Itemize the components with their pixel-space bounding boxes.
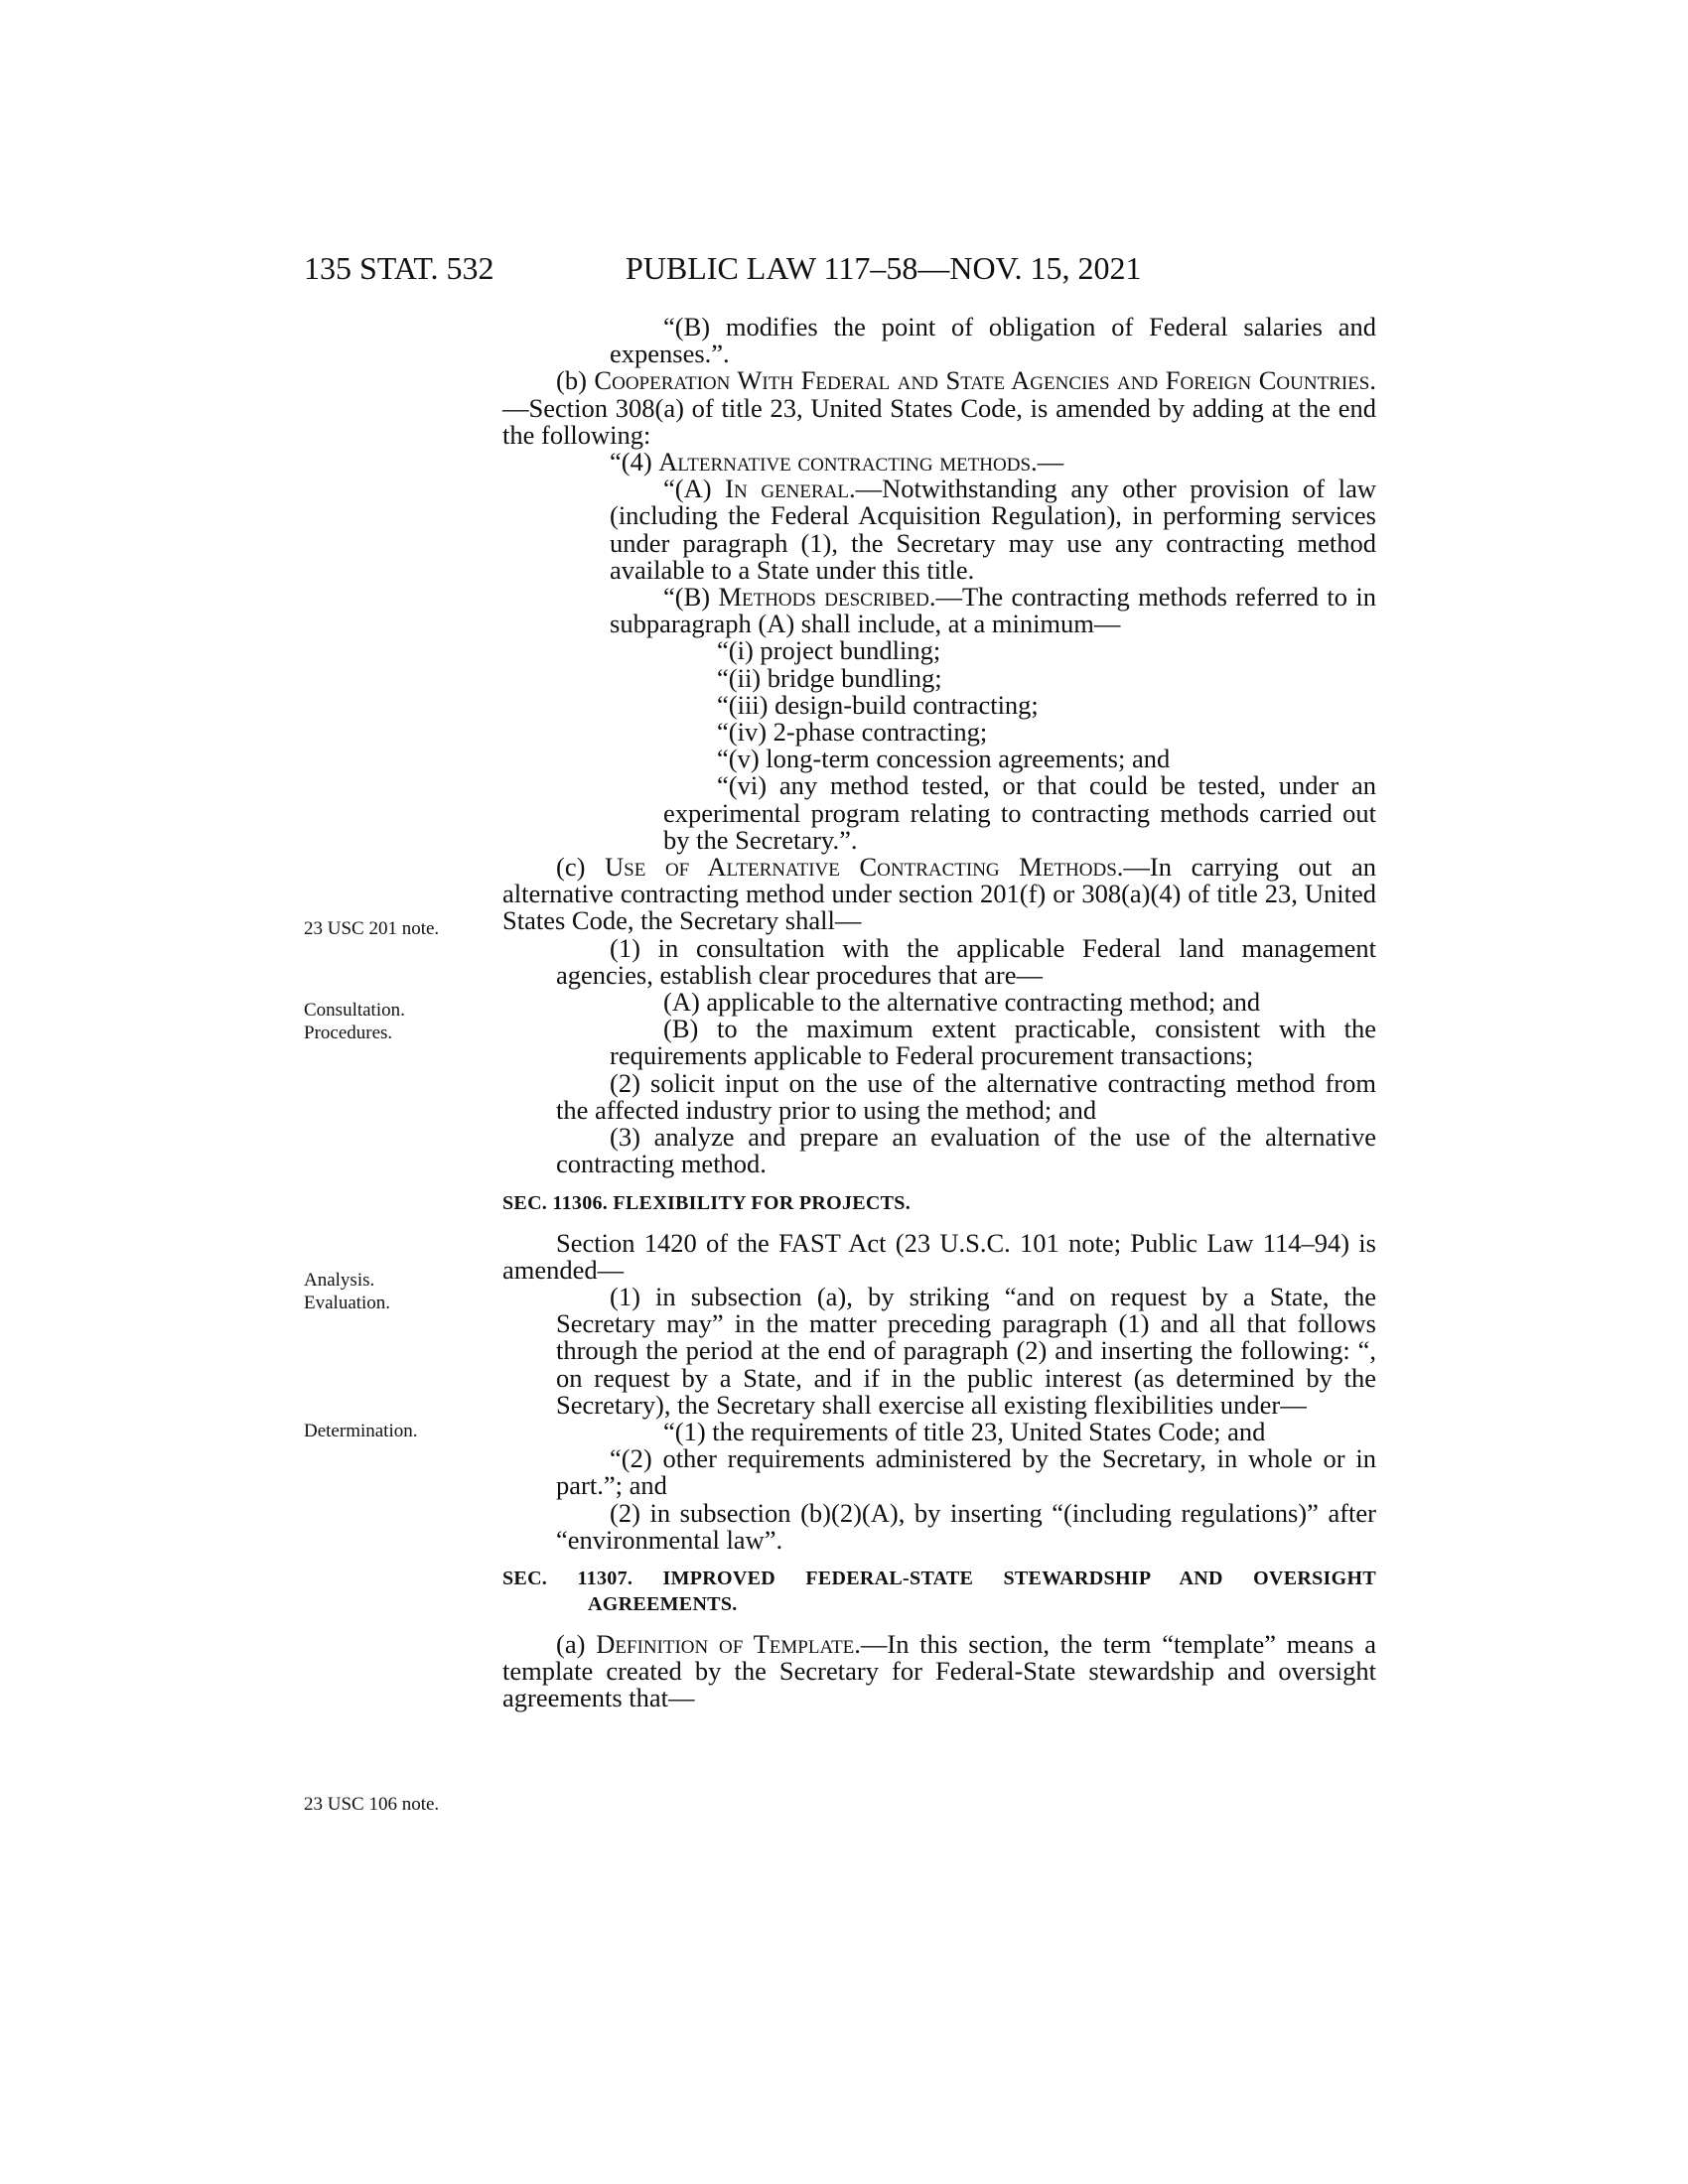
amendment-2-subsection-b: (2) in subsection (b)(2)(A), by inserting “(including regulations)” after “environmental law”. <box>556 1497 1376 1555</box>
clause-iii: “(iii) design-build contracting; <box>717 689 1039 720</box>
clause-vi: “(vi) any method tested, or that could be tested, under an experimental program relating to contracting methods carried out by the Secretary.”. <box>663 770 1376 855</box>
clause-v: “(v) long-term concession agreements; and <box>717 744 1171 774</box>
amendment-1-subsection-a: (1) in subsection (a), by striking “and on request by a State, the Secretary may” in the matter preceding paragraph (1) and all that follows through the period at the end of paragraph (2) and inserting the following: “, on request by a State, and if in the public interest (as determined by the Secretary), the Secretary shall exercise all existing flexibilities under— <box>556 1281 1376 1420</box>
item-3-analyze: (3) analyze and prepare an evaluation of the use of the alternative contracting method. <box>556 1122 1376 1179</box>
quoted-item-1: “(1) the requirements of title 23, United States Code; and <box>663 1416 1266 1446</box>
margin-note-usc-106: 23 USC 106 note. <box>304 1794 440 1815</box>
quoted-item-2: “(2) other requirements administered by the Secretary, in whole or in part.”; and <box>556 1443 1376 1501</box>
subsection-c-use-of-methods: (c) Use of Alternative Contracting Methods.—In carrying out an alternative contracting method under section 201(f) or 308(a)(4) of title 23, United States Code, the Secretary shall— <box>502 852 1376 936</box>
stat-page-number: 135 STAT. 532 <box>304 250 494 286</box>
margin-note-usc-201: 23 USC 201 note. <box>304 918 440 939</box>
subsection-b-cooperation: (b) Cooperation With Federal and State Agencies and Foreign Countries.—Section 308(a) of title 23, United States Code, is amended by adding at the end the following: <box>502 365 1376 450</box>
section-1420-amended: Section 1420 of the FAST Act (23 U.S.C. 101 note; Public Law 114–94) is amended— <box>502 1227 1376 1285</box>
item-b-maximum-extent: (B) to the maximum extent practicable, consistent with the requirements applicable to Federal procurement transactions; <box>610 1014 1376 1071</box>
subsection-a-definition: (a) Definition of Template.—In this section, the term “template” means a template created by the Secretary for Federal-State stewardship and oversight agreements that— <box>502 1628 1376 1713</box>
clause-i: “(i) project bundling; <box>717 635 941 666</box>
clause-ii: “(ii) bridge bundling; <box>717 662 942 693</box>
item-1-consultation: (1) in consultation with the applicable Federal land management agencies, establish clear procedures that are— <box>556 932 1376 990</box>
section-heading-11306: SEC. 11306. FLEXIBILITY FOR PROJECTS. <box>502 1191 911 1214</box>
margin-note-determination: Determination. <box>304 1421 418 1441</box>
clause-iv: “(iv) 2-phase contracting; <box>717 717 988 748</box>
margin-note-analysis: Analysis. Evaluation. <box>304 1270 391 1313</box>
subparagraph-a-in-general: “(A) In general.—Notwithstanding any other provision of law (including the Federal Acquisition Regulation), in performing services under paragraph (1), the Secretary may use any contracting method available to a State under this title. <box>610 474 1376 585</box>
statute-body <box>502 314 1376 1712</box>
item-a-applicable: (A) applicable to the alternative contracting method; and <box>663 987 1261 1018</box>
margin-note-consultation: Consultation. Procedures. <box>304 1000 405 1043</box>
section-heading-11307: SEC. 11307. IMPROVED FEDERAL-STATE STEWARDSHIP AND OVERSIGHT AGREEMENTS. <box>502 1567 1376 1615</box>
paragraph-4-alternative-methods: “(4) Alternative contracting methods.— <box>610 447 1064 478</box>
paragraph-b-modifies: “(B) modifies the point of obligation of Federal salaries and expenses.”. <box>610 312 1376 369</box>
subparagraph-b-methods-described: “(B) Methods described.—The contracting methods referred to in subparagraph (A) shall include, at a minimum— <box>610 582 1376 639</box>
law-title-header: PUBLIC LAW 117–58—NOV. 15, 2021 <box>626 250 1142 286</box>
item-2-solicit-input: (2) solicit input on the use of the alternative contracting method from the affected industry prior to using the method; and <box>556 1067 1376 1125</box>
